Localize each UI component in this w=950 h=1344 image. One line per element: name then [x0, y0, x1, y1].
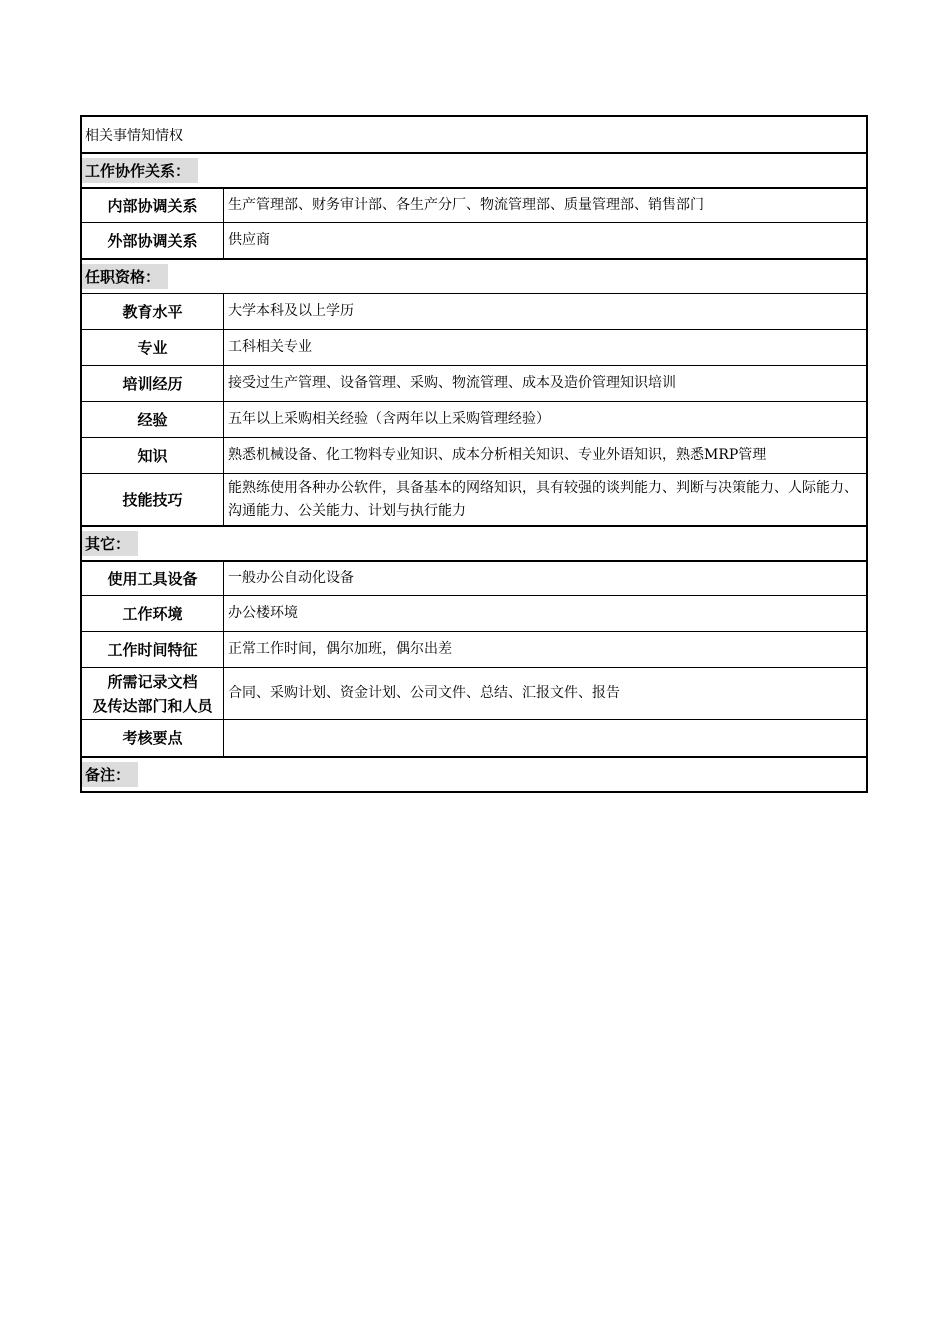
skills-value: 能熟练使用各种办公软件，具备基本的网络知识，具有较强的谈判能力、判断与决策能力、人际能力、沟通能力、公关能力、计划与执行能力 [228, 479, 858, 519]
experience-value: 五年以上采购相关经验（含两年以上采购管理经验） [228, 411, 550, 427]
records-label-line2: 及传达部门和人员 [92, 696, 213, 715]
section-remarks [82, 756, 866, 791]
assessment-label: 考核要点 [82, 720, 224, 756]
worktime-value: 正常工作时间，偶尔加班，偶尔出差 [228, 641, 452, 657]
external-value: 供应商 [228, 232, 270, 248]
external-row [82, 222, 866, 258]
section-qualifications [82, 258, 866, 293]
section-other [82, 525, 866, 560]
tools-row [82, 560, 866, 595]
environment-label: 工作环境 [82, 596, 224, 631]
environment-value: 办公楼环境 [228, 605, 298, 621]
environment-row [82, 595, 866, 631]
records-value: 合同、采购计划、资金计划、公司文件、总结、汇报文件、报告 [228, 685, 620, 701]
major-value: 工科相关专业 [228, 339, 312, 355]
knowledge-value: 熟悉机械设备、化工物料专业知识、成本分析相关知识、专业外语知识，熟悉MRP管理 [228, 447, 767, 463]
training-value: 接受过生产管理、设备管理、采购、物流管理、成本及造价管理知识培训 [228, 375, 676, 391]
internal-label: 内部协调关系 [82, 189, 224, 222]
skills-row [82, 473, 866, 525]
section-cooperation-title: 工作协作关系： [82, 158, 198, 183]
education-value: 大学本科及以上学历 [228, 303, 354, 319]
rights-text: 相关事情知情权 [85, 127, 183, 144]
internal-row [82, 187, 866, 222]
records-label-line1: 所需记录文档 [107, 672, 198, 691]
major-row [82, 329, 866, 365]
section-qualifications-title: 任职资格： [82, 264, 168, 289]
tools-value: 一般办公自动化设备 [228, 570, 354, 586]
section-cooperation [82, 152, 866, 187]
training-label: 培训经历 [82, 366, 224, 401]
worktime-label: 工作时间特征 [82, 632, 224, 667]
rights-row [82, 117, 866, 152]
records-row [82, 667, 866, 719]
major-label: 专业 [82, 330, 224, 365]
knowledge-label: 知识 [82, 438, 224, 473]
assessment-value [224, 720, 866, 756]
assessment-row [82, 719, 866, 756]
experience-label: 经验 [82, 402, 224, 437]
section-remarks-title: 备注： [82, 762, 138, 787]
records-label [82, 668, 224, 719]
education-label: 教育水平 [82, 294, 224, 329]
external-label: 外部协调关系 [82, 223, 224, 258]
training-row [82, 365, 866, 401]
section-other-title: 其它： [82, 531, 138, 556]
worktime-row [82, 631, 866, 667]
skills-label: 技能技巧 [82, 474, 224, 525]
education-row [82, 293, 866, 329]
experience-row [82, 401, 866, 437]
tools-label: 使用工具设备 [82, 562, 224, 595]
job-description-table [80, 115, 868, 793]
knowledge-row [82, 437, 866, 473]
internal-value: 生产管理部、财务审计部、各生产分厂、物流管理部、质量管理部、销售部门 [228, 197, 704, 213]
